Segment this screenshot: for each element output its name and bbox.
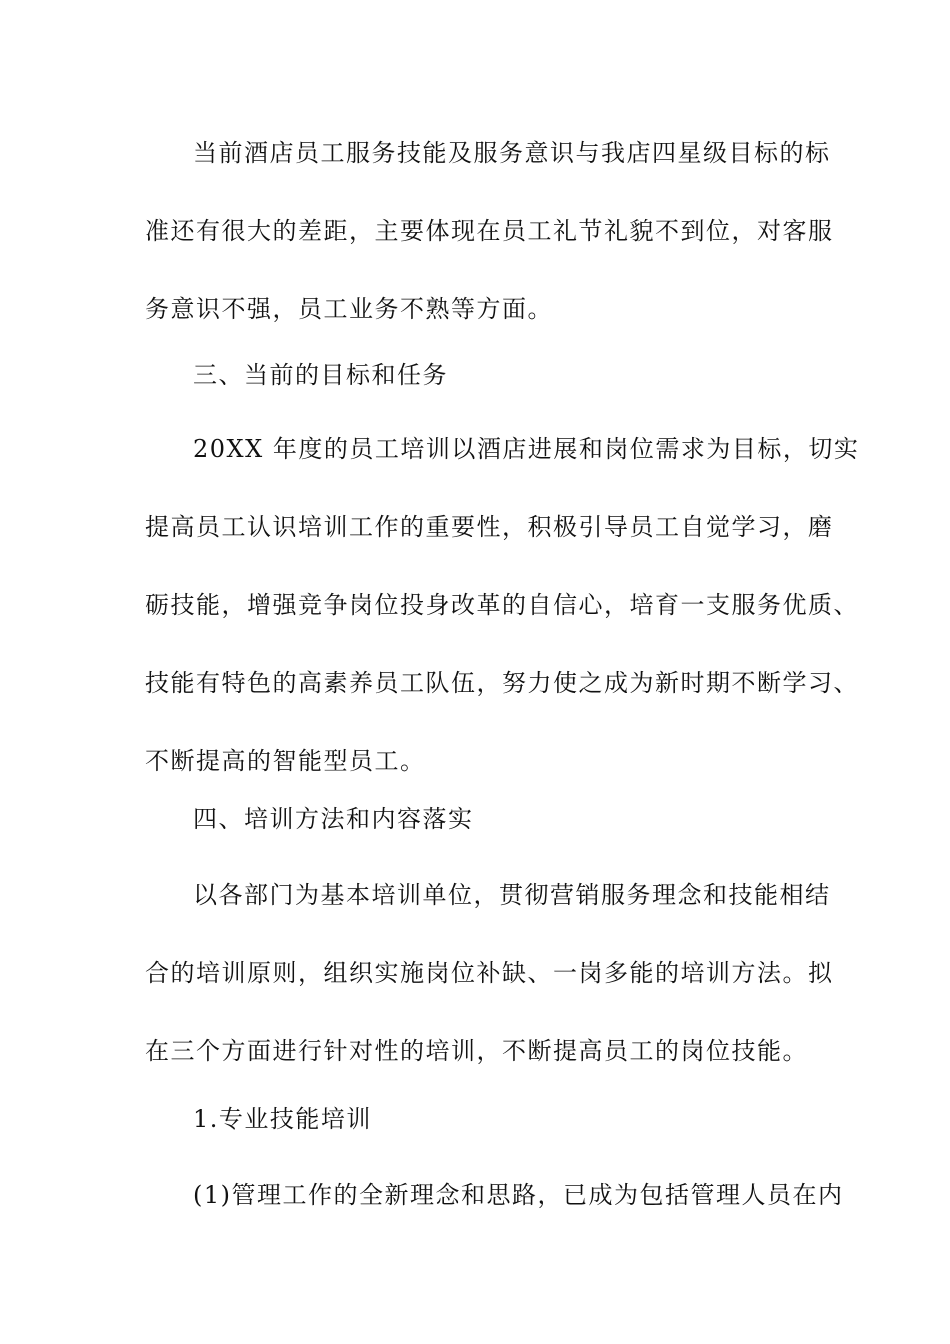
text-line: 合的培训原则，组织实施岗位补缺、一岗多能的培训方法。拟 xyxy=(145,959,834,987)
heading-text: 三、当前的目标和任务 xyxy=(193,361,448,389)
text-line: 在三个方面进行针对性的培训，不断提高员工的岗位技能。 xyxy=(145,1037,808,1065)
heading-text: 四、培训方法和内容落实 xyxy=(193,805,474,833)
paragraph-methods xyxy=(145,856,835,1090)
text-line: 20XX 年度的员工培训以酒店进展和岗位需求为目标，切实 xyxy=(193,435,860,463)
paragraph-item-1 xyxy=(145,1156,844,1234)
paragraph-goals xyxy=(145,410,860,800)
text-line: 砺技能，增强竞争岗位投身改革的自信心，培育一支服务优质、 xyxy=(145,591,859,619)
section-heading-4 xyxy=(145,780,835,858)
text-line: 当前酒店员工服务技能及服务意识与我店四星级目标的标 xyxy=(193,139,831,167)
text-line: (1)管理工作的全新理念和思路，已成为包括管理人员在内 xyxy=(193,1181,844,1209)
text-line: 以各部门为基本培训单位，贯彻营销服务理念和技能相结 xyxy=(193,881,831,909)
paragraph-service-gap xyxy=(145,114,835,348)
heading-text: 1.专业技能培训 xyxy=(193,1105,372,1133)
subheading-1 xyxy=(145,1080,835,1158)
text-line: 不断提高的智能型员工。 xyxy=(145,747,426,775)
text-line: 提高员工认识培训工作的重要性，积极引导员工自觉学习，磨 xyxy=(145,513,834,541)
text-line: 技能有特色的高素养员工队伍，努力使之成为新时期不断学习、 xyxy=(145,669,859,697)
section-heading-3 xyxy=(145,336,835,414)
text-line: 务意识不强，员工业务不熟等方面。 xyxy=(145,295,553,323)
text-line: 准还有很大的差距，主要体现在员工礼节礼貌不到位，对客服 xyxy=(145,217,834,245)
